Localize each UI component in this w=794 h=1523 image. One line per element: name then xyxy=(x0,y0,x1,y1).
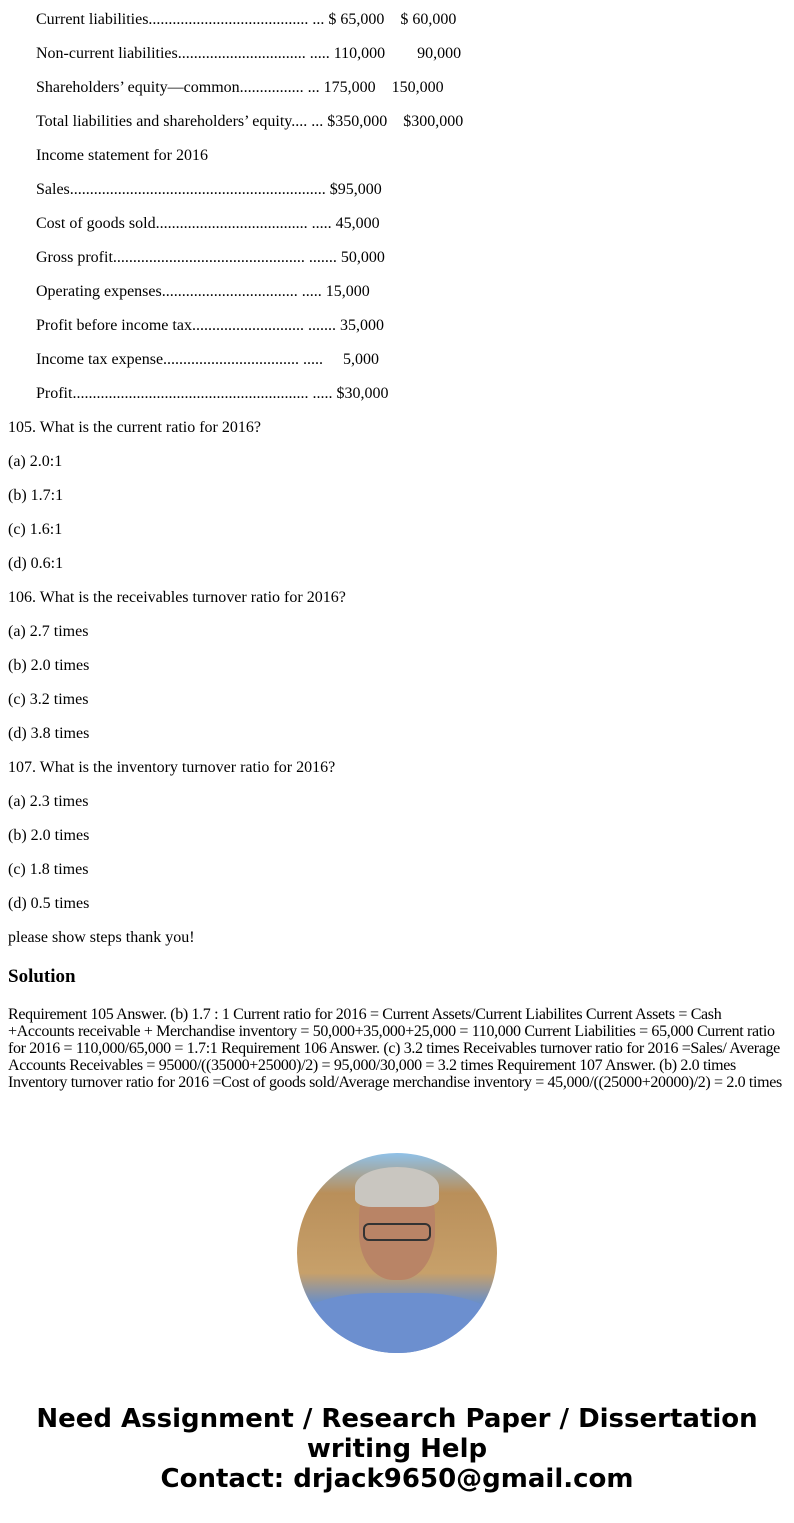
option: (d) 3.8 times xyxy=(8,725,90,742)
income-line: Sales................................................................ $95,000 xyxy=(36,181,382,198)
option: (c) 1.6:1 xyxy=(8,521,63,538)
income-heading: Income statement for 2016 xyxy=(36,147,208,164)
income-line: Operating expenses.................................. ..... 15,000 xyxy=(36,283,370,300)
author-avatar xyxy=(297,1153,497,1353)
income-line: Profit before income tax............................ ....... 35,000 xyxy=(36,317,384,334)
question-107: 107. What is the inventory turnover ratio for 2016? xyxy=(8,759,336,776)
income-line: Gross profit................................................ ....... 50,000 xyxy=(36,249,385,266)
request-text: please show steps thank you! xyxy=(8,929,195,946)
solution-text: Requirement 105 Answer. (b) 1.7 : 1 Current ratio for 2016 = Current Assets/Current Liabilites Current Assets = Cash +Accounts receivable + Merchandise inventory = 50,000+35,000+25,000 = 110,000 Current Liabilities = 65,000 Current ratio for 2016 = 110,000/65,000 = 1.7:1 Requirement 106 Answer. (c) 3.2 times Receivables turnover ratio for 2016 =Sales/ Average Accounts Receivables = 95000/((35000+25000)/2) = 95,000/30,000 = 3.2 times Requirement 107 Answer. (b) 2.0 times Inventory turnover ratio for 2016 =Cost of goods sold/Average merchandise inventory = 45,000/((25000+20000)/2) = 2.0 times xyxy=(8,1006,782,1091)
income-line: Profit........................................................... ..... $30,000 xyxy=(36,385,389,402)
option: (a) 2.7 times xyxy=(8,623,89,640)
income-line: Income tax expense.................................. ..... 5,000 xyxy=(36,351,380,368)
option: (c) 1.8 times xyxy=(8,861,89,878)
option: (b) 2.0 times xyxy=(8,827,90,844)
footer-headline: Need Assignment / Research Paper / Dissertation writing Help xyxy=(36,1404,758,1464)
option: (c) 3.2 times xyxy=(8,691,89,708)
solution-heading: Solution xyxy=(8,966,76,987)
question-106: 106. What is the receivables turnover ratio for 2016? xyxy=(8,589,346,606)
option: (b) 2.0 times xyxy=(8,657,90,674)
question-105: 105. What is the current ratio for 2016? xyxy=(8,419,261,436)
income-line: Cost of goods sold...................................... ..... 45,000 xyxy=(36,215,380,232)
footer-contact: Contact: drjack9650@gmail.com xyxy=(160,1464,634,1494)
option: (d) 0.5 times xyxy=(8,895,90,912)
balance-line: Shareholders’ equity—common................ ... 175,000 150,000 xyxy=(36,79,444,96)
option: (d) 0.6:1 xyxy=(8,555,64,572)
balance-line: Total liabilities and shareholders’ equity.... ... $350,000 $300,000 xyxy=(36,113,464,130)
contact-footer xyxy=(0,1404,794,1494)
balance-line: Non-current liabilities................................ ..... 110,000 90,000 xyxy=(36,45,462,62)
option: (a) 2.0:1 xyxy=(8,453,63,470)
glasses-icon xyxy=(363,1223,431,1241)
option: (b) 1.7:1 xyxy=(8,487,64,504)
balance-line: Current liabilities........................................ ... $ 65,000 $ 60,000 xyxy=(36,11,457,28)
option: (a) 2.3 times xyxy=(8,793,89,810)
